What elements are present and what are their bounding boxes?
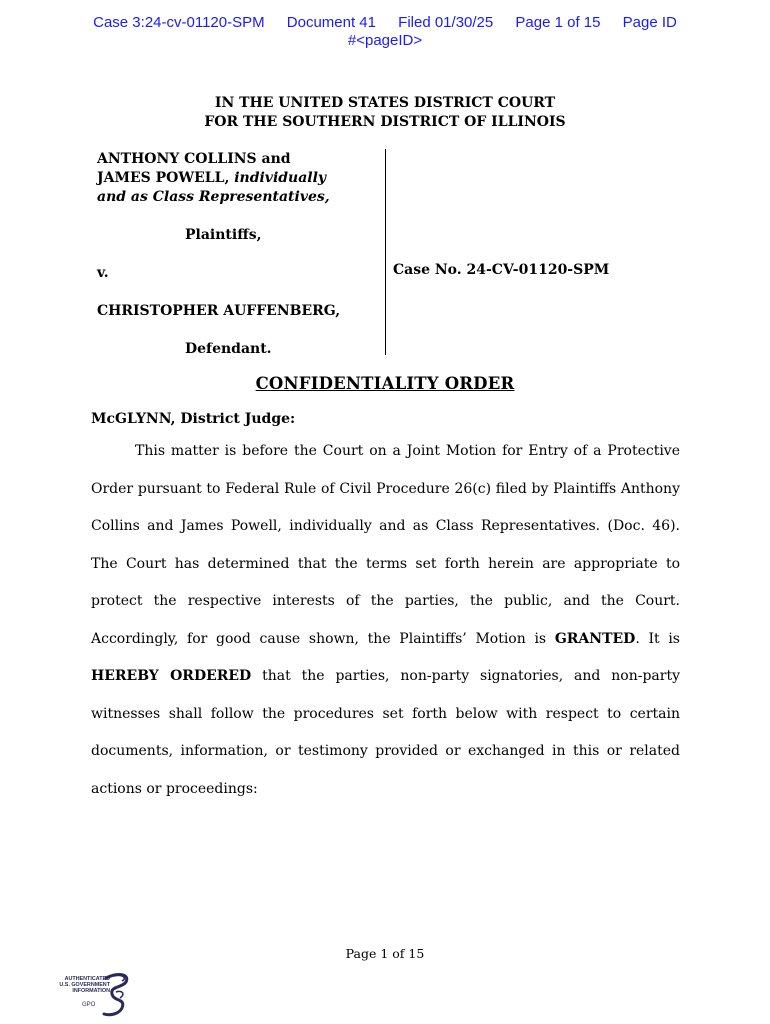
gpo-text-line: U.S. GOVERNMENT (59, 982, 110, 988)
gpo-authentication-logo (44, 972, 134, 1020)
plaintiffs-label: Plaintiffs, (185, 227, 262, 243)
plaintiffs-line-3: and as Class Representatives, (97, 189, 330, 205)
body-paragraph: This matter is before the Court on a Joint Motion for Entry of a Protective Order pursuant to Federal Rule of Civil Procedure 26(c) filed by Plaintiffs Anthony Collins and James Powell, individually and as Class Representatives. (Doc. 46). The Court has determined that the terms set forth herein are appropriate to protect the respective interests of the parties, the public, and the Court. Accordingly, for good cause shown, the Plaintiffs’ Motion is GRANTED. It is HEREBY ORDERED that the parties, non-party signatories, and non-party witnesses shall follow the procedures set forth below with respect to certain documents, information, or testimony provided or exchanged in this or related actions or proceedings: (91, 443, 680, 797)
ecf-header (0, 14, 770, 50)
judge-line: McGLYNN, District Judge: (91, 411, 296, 427)
header-page: Page 1 of 15 (515, 14, 601, 31)
court-line-2: FOR THE SOUTHERN DISTRICT OF ILLINOIS (204, 114, 566, 130)
header-filed: Filed 01/30/25 (398, 14, 494, 31)
eagle-swoosh-icon (100, 972, 134, 1018)
order-title: CONFIDENTIALITY ORDER (255, 374, 515, 393)
defendant-label: Defendant. (185, 341, 272, 357)
versus: v. (97, 265, 109, 281)
plaintiffs-line-1: ANTHONY COLLINS and (97, 151, 291, 167)
plaintiff-capacity: individually (234, 170, 327, 186)
gpo-text-line: INFORMATION (72, 988, 110, 994)
header-page-id-tag: #<pageID> (347, 32, 423, 49)
order-body (91, 433, 680, 808)
plaintiffs-line-2 (97, 169, 377, 188)
defendant-name: CHRISTOPHER AUFFENBERG, (97, 303, 341, 319)
granted-text: GRANTED (554, 630, 636, 647)
caption-divider (385, 149, 386, 355)
gpo-name: GPO (82, 1002, 96, 1008)
header-document: Document 41 (286, 14, 376, 31)
case-caption (97, 150, 377, 359)
court-heading (0, 94, 770, 132)
court-line-1: IN THE UNITED STATES DISTRICT COURT (214, 95, 556, 111)
header-case: Case 3:24-cv-01120-SPM (93, 14, 265, 31)
case-number: Case No. 24-CV-01120-SPM (393, 262, 610, 278)
page-footer: Page 1 of 15 (345, 946, 425, 961)
header-page-id: Page ID (622, 14, 677, 31)
hereby-ordered-text: HEREBY ORDERED (91, 668, 252, 684)
gpo-text-line: AUTHENTICATED (64, 976, 110, 982)
plaintiff-name: JAMES POWELL, (97, 170, 230, 186)
